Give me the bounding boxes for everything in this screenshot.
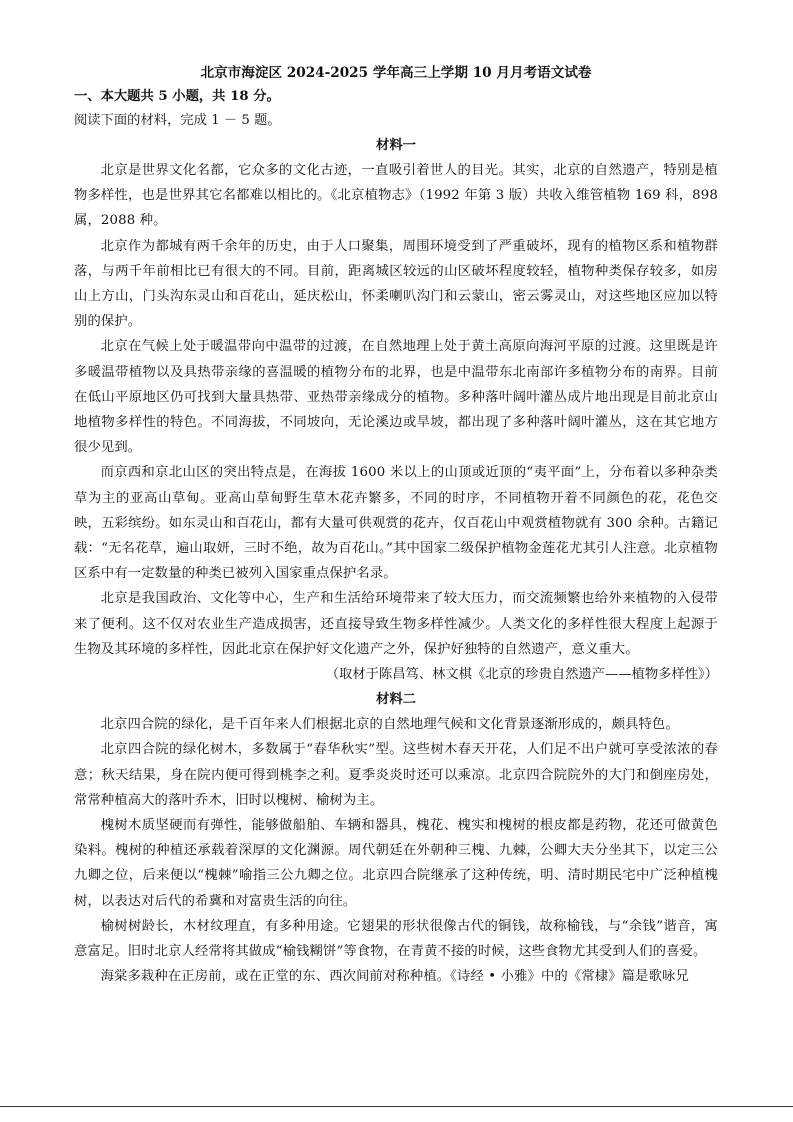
material-2-title: 材料二 (376, 692, 416, 708)
material-2-paragraph: 北京四合院的绿化，是千百年来人们根据北京的自然地理气候和文化背景逐渐形成的，颇具特色。 (100, 717, 679, 733)
material-1-paragraph: 北京是我国政治、文化等中心，生产和生活给环境带来了较大压力，而交流频繁也给外来植物的入侵带来了便利。这不仅对农业生产造成损害，还直接导致生物多样性减少。人类文化的多样性很大程度上起源于生物及其环境的多样性，因此北京在保护好文化遗产之外，保护好独特的自然遗产，意义重大。 (74, 591, 718, 657)
material-2-paragraph: 槐树木质坚硬而有弹性，能够做船舶、车辆和器具，槐花、槐实和槐树的根皮都是药物，花还可做黄色染料。槐树的种植还承载着深厚的文化渊源。周代朝廷在外朝种三槐、九棘，公卿大夫分坐其下，以定三公九卿之位，后来便以“槐棘”喻指三公九卿之位。北京四合院继承了这种传统，明、清时期民宅中广泛种植槐树，以表达对后代的希冀和对富贵生活的向往。 (74, 818, 718, 909)
page-bottom-rule (0, 1106, 793, 1107)
section-heading: 一、本大题共 5 小题，共 18 分。 (74, 89, 280, 104)
section-instruction: 阅读下面的材料，完成 1 － 5 题。 (74, 113, 281, 128)
material-1-paragraph: 北京是世界文化名都，它众多的文化古迹，一直吸引着世人的目光。其实，北京的自然遗产，特别是植物多样性，也是世界其它名都难以相比的。《北京植物志》（1992 年第 3 版）共收入维管植物 169 科，898 属，2088 种。 (74, 163, 718, 229)
material-2-paragraph: 海棠多栽种在正房前，或在正堂的东、西次间前对称种植。《诗经 • 小雅》中的《常棣》篇是歌咏兄 (100, 969, 689, 985)
material-1-title: 材料一 (376, 138, 416, 153)
material-1-paragraph: 而京西和京北山区的突出特点是，在海拔 1600 米以上的山顶或近顶的“夷平面”上，分布着以多种杂类草为主的亚高山草甸。亚高山草甸野生草木花卉繁多，不同的时序，不同植物开着不同颜色的花，花色交映，五彩缤纷。如东灵山和百花山，都有大量可供观赏的花卉，仅百花山中观赏植物就有 300 余种。古籍记载：“无名花草，遍山取妍，三时不绝，故为百花山。”其中国家二级保护植物金莲花尤其引人注意。北京植物区系中有一定数量的种类已被列入国家重点保护名录。 (74, 465, 718, 582)
material-1-paragraph: 北京在气候上处于暖温带向中温带的过渡，在自然地理上处于黄土高原向海河平原的过渡。这里既是许多暖温带植物以及具热带亲缘的喜温暖的植物分布的北界，也是中温带东北南部许多植物分布的南界。目前在低山平原地区仍可找到大量具热带、亚热带亲缘成分的植物。多种落叶阔叶灌丛成片地出现是目前北京山地植物多样性的特色。不同海拔，不同坡向，无论溪边或旱坡，都出现了多种落叶阔叶灌丛，这在其它地方很少见到。 (74, 339, 718, 456)
material-2-paragraph: 榆树树龄长，木材纹理直，有多种用途。它翅果的形状很像古代的铜钱，故称榆钱，与“余钱”谐音，寓意富足。旧时北京人经常将其做成“榆钱糊饼”等食物，在青黄不接的时候，这些食物尤其受到人们的喜爱。 (74, 918, 718, 960)
material-1-paragraph: 北京作为都城有两千余年的历史，由于人口聚集，周围环境受到了严重破坏，现有的植物区系和植物群落，与两千年前相比已有很大的不同。目前，距离城区较远的山区破坏程度较轻，植物种类保存较多，如房山上方山，门头沟东灵山和百花山，延庆松山，怀柔喇叭沟门和云蒙山，密云雾灵山，对这些地区应加以特别的保护。 (74, 238, 718, 330)
material-2-paragraph: 北京四合院的绿化树木，多数属于“春华秋实”型。这些树木春天开花，人们足不出户就可享受浓浓的春意；秋天结果，身在院内便可得到桃李之利。夏季炎炎时还可以乘凉。北京四合院院外的大门和倒座房处，常常种植高大的落叶乔木，旧时以槐树、榆树为主。 (74, 742, 718, 808)
page-content (74, 61, 718, 990)
exam-title: 北京市海淀区 2024-2025 学年高三上学期 10 月月考语文试卷 (200, 65, 592, 81)
material-1-source: （取材于陈昌笃、林文棋《北京的珍贵自然遗产——植物多样性》） (325, 667, 718, 683)
